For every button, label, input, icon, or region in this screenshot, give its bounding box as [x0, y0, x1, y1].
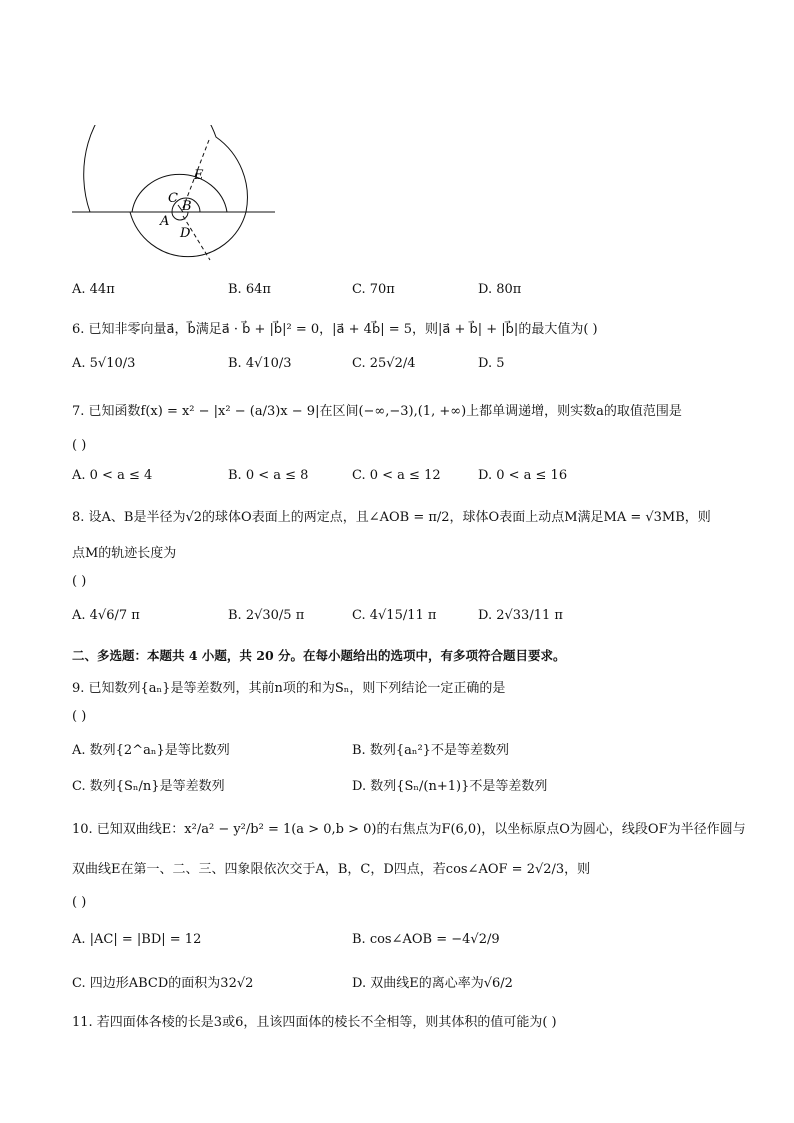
q8-paren: ( ) — [72, 574, 87, 589]
q10-paren: ( ) — [72, 895, 87, 910]
q9-stem: 9. 已知数列{aₙ}是等差数列，其前n项的和为Sₙ，则下列结论一定正确的是 — [72, 681, 506, 696]
q6-option-c: C. 25√2/4 — [352, 356, 416, 371]
q7-option-d: D. 0 < a ≤ 16 — [478, 468, 568, 483]
q10-option-d: D. 双曲线E的离心率为√6/2 — [352, 976, 513, 991]
q9-option-b: B. 数列{aₙ²}不是等差数列 — [352, 743, 509, 758]
q8-option-c: C. 4√15/11 π — [352, 608, 437, 623]
q6-option-a: A. 5√10/3 — [72, 356, 136, 371]
q8-option-a: A. 4√6/7 π — [72, 608, 140, 623]
q8-stem-line1: 8. 设A、B是半径为√2的球体O表面上的两定点，且∠AOB = π/2，球体O表面上动点M满足MA = √3MB，则 — [72, 510, 711, 525]
q5-option-b: B. 64π — [228, 282, 271, 297]
geometry-figure — [60, 125, 290, 275]
q5-option-a: A. 44π — [72, 282, 115, 297]
q6-option-b: B. 4√10/3 — [228, 356, 292, 371]
label-c: C — [168, 191, 178, 206]
q11-stem: 11. 若四面体各棱的长是3或6，且该四面体的棱长不全相等，则其体积的值可能为( ) — [72, 1015, 557, 1030]
q5-option-c: C. 70π — [352, 282, 395, 297]
q8-stem-line2: 点M的轨迹长度为 — [72, 546, 177, 561]
label-e: E — [194, 168, 204, 183]
q9-paren: ( ) — [72, 709, 87, 724]
label-d: D — [180, 226, 191, 241]
q9-option-d: D. 数列{Sₙ/(n+1)}不是等差数列 — [352, 779, 548, 794]
q10-stem-line1: 10. 已知双曲线E：x²/a² − y²/b² = 1(a > 0,b > 0)的右焦点为F(6,0)，以坐标原点O为圆心，线段OF为半径作圆与 — [72, 822, 746, 837]
q6-stem: 6. 已知非零向量a⃗，b⃗满足a⃗ · b⃗ + |b⃗|² = 0，|a⃗ + 4b⃗| = 5，则|a⃗ + b⃗| + |b⃗|的最大值为( ) — [72, 322, 598, 337]
q9-option-a: A. 数列{2^aₙ}是等比数列 — [72, 743, 230, 758]
q10-stem-line2: 双曲线E在第一、二、三、四象限依次交于A，B，C，D四点，若cos∠AOF = 2√2/3，则 — [72, 862, 591, 877]
label-b: B — [182, 199, 192, 214]
q10-option-c: C. 四边形ABCD的面积为32√2 — [72, 976, 254, 991]
q7-option-b: B. 0 < a ≤ 8 — [228, 468, 309, 483]
q9-option-c: C. 数列{Sₙ/n}是等差数列 — [72, 779, 225, 794]
label-a: A — [160, 214, 170, 229]
q7-option-a: A. 0 < a ≤ 4 — [72, 468, 153, 483]
q5-option-d: D. 80π — [478, 282, 522, 297]
section-2-heading: 二、多选题：本题共 4 小题，共 20 分。在每小题给出的选项中，有多项符合题目要求。 — [72, 648, 566, 663]
q7-option-c: C. 0 < a ≤ 12 — [352, 468, 441, 483]
q8-option-d: D. 2√33/11 π — [478, 608, 563, 623]
q10-option-a: A. |AC| = |BD| = 12 — [72, 932, 202, 947]
q8-option-b: B. 2√30/5 π — [228, 608, 305, 623]
q7-paren: ( ) — [72, 438, 87, 453]
q10-option-b: B. cos∠AOB = −4√2/9 — [352, 932, 500, 947]
q7-stem: 7. 已知函数f(x) = x² − |x² − (a/3)x − 9|在区间(−∞,−3),(1, +∞)上都单调递增，则实数a的取值范围是 — [72, 404, 682, 419]
q6-option-d: D. 5 — [478, 356, 505, 371]
